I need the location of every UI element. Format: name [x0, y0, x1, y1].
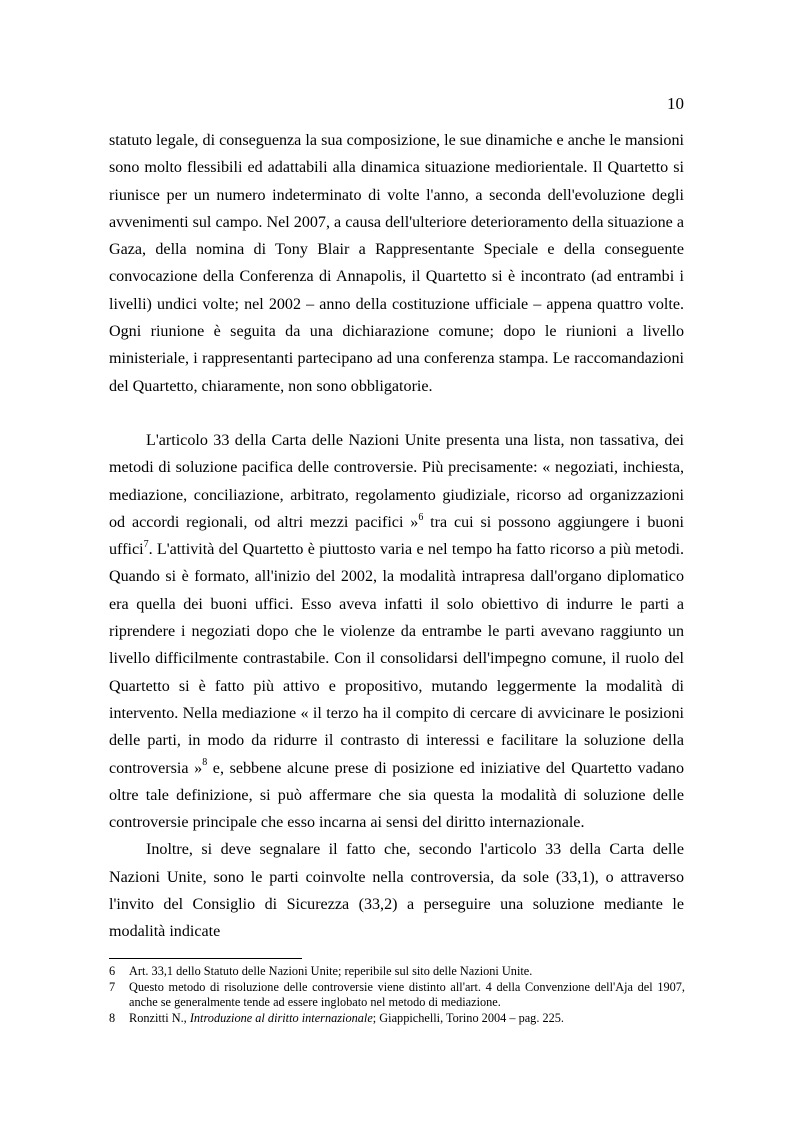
- paragraph-text: tra cui si possono aggiungere i buoni uffici: [109, 513, 685, 559]
- footnote-ref[interactable]: 6: [418, 511, 424, 523]
- footnote-text: Questo metodo di risoluzione delle controversie viene distinto all'art. 4 della Convenzione dell'Aja del 1907, anche se generalmente tende ad essere inglobato nel metodo di mediazione.: [129, 979, 685, 1009]
- footnote-divider: [109, 958, 302, 959]
- footnote-publisher: ; Giappichelli, Torino 2004 – pag. 225.: [372, 1010, 564, 1025]
- footnote-text: Art. 33,1 dello Statuto delle Nazioni Unite; reperibile sul sito delle Nazioni Unite.: [129, 964, 533, 978]
- footnote: [109, 1011, 685, 1027]
- footnote-text: [129, 1011, 685, 1027]
- body-text: [109, 127, 684, 946]
- footnote-number: 8: [109, 1010, 116, 1025]
- footnote-author: Ronzitti N.,: [129, 1010, 190, 1025]
- page-number: 10: [667, 94, 684, 113]
- footnotes: [109, 964, 685, 1026]
- footnote: [109, 964, 685, 980]
- paragraph-text: L'articolo 33 della Carta delle Nazioni Unite presenta una lista, non tassativa, dei metodi di soluzione pacifica delle controversie. Più precisamente: « negoziati, inchiesta, mediazione, conciliazione, arbitrato, regolamento giudiziale, ricorso ad organizzazioni od accordi regionali, od altri mezzi pacifici »: [109, 431, 684, 531]
- footnote-book-title: Introduzione al diritto internazionale: [189, 1010, 373, 1025]
- paragraph: [109, 427, 684, 836]
- footnote-ref[interactable]: 7: [143, 538, 149, 550]
- footnote-ref[interactable]: 8: [202, 757, 208, 769]
- paragraph-text: e, sebbene alcune prese di posizione ed iniziative del Quartetto vadano oltre tale definizione, si può affermare che sia questa la modalità di soluzione delle controversie principale che esso incarna ai sensi del diritto internazionale.: [109, 759, 684, 832]
- paragraph-text: . L'attività del Quartetto è piuttosto varia e nel tempo ha fatto ricorso a più metodi. Quando si è formato, all'inizio del 2002, la modalità intrapresa dall'organo diplomatico era quella dei buoni uffici. Esso aveva infatti il solo obiettivo di indurre le parti a riprendere i negoziati dopo che le violenze da entrambe le parti avevano raggiunto un livello difficilmente contrastabile. Con il consolidarsi dell'impegno comune, il ruolo del Quartetto si è fatto più attivo e propositivo, mutando leggermente la modalità di intervento. Nella mediazione « il terzo ha il compito di cercare di avvicinare le posizioni delle parti, in modo da ridurre il contrasto di interessi e facilitare la soluzione della controversia »: [109, 541, 684, 777]
- footnote-number: 6: [109, 964, 116, 978]
- paragraph: Inoltre, si deve segnalare il fatto che, secondo l'articolo 33 della Carta delle Nazioni Unite, sono le parti coinvolte nella controversia, da sole (33,1), o attraverso l'invito del Consiglio di Sicurezza (33,2) a perseguire una soluzione mediante le modalità indicate: [109, 841, 684, 941]
- footnote-number: 7: [109, 979, 116, 994]
- paragraph: statuto legale, di conseguenza la sua composizione, le sue dinamiche e anche le mansioni sono molto flessibili ed adattabili alla dinamica situazione mediorientale. Il Quartetto si riunisce per un numero indeterminato di volte l'anno, a seconda dell'evoluzione degli avvenimenti sul campo. Nel 2007, a causa dell'ulteriore deterioramento della situazione a Gaza, della nomina di Tony Blair a Rappresentante Speciale e della conseguente convocazione della Conferenza di Annapolis, il Quartetto si è incontrato (ad entrambi i livelli) undici volte; nel 2002 – anno della costituzione ufficiale – appena quattro volte. Ogni riunione è seguita da una dichiarazione comune; dopo le riunioni a livello ministeriale, i rappresentanti partecipano ad una conferenza stampa. Le raccomandazioni del Quartetto, chiaramente, non sono obbligatorie.: [109, 132, 684, 395]
- footnote: [109, 980, 685, 1011]
